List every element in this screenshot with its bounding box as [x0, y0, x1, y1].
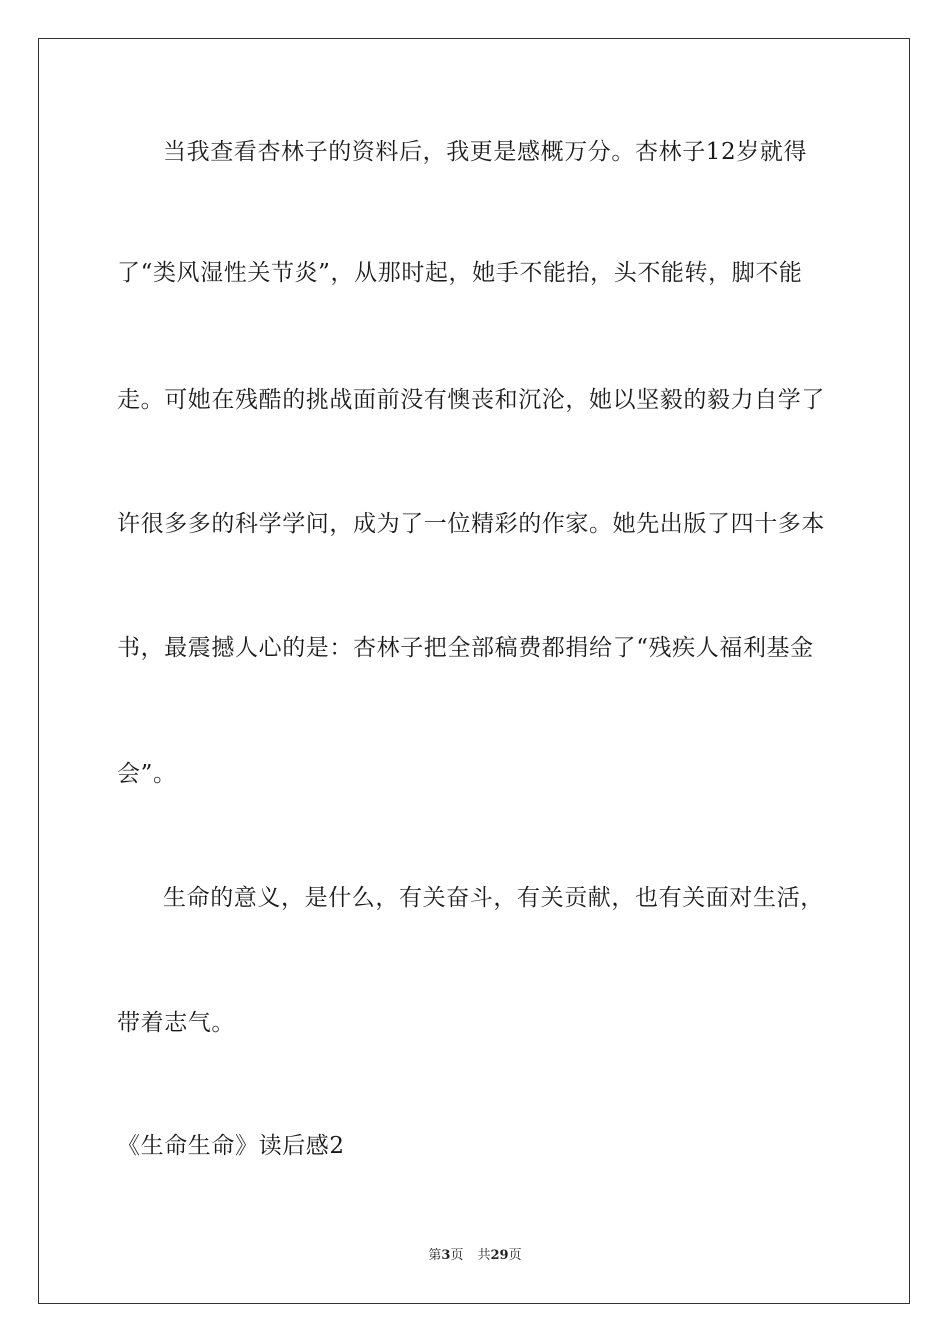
- body-line-6: 会”。: [117, 761, 177, 787]
- body-line-3: 走。可她在残酷的挑战面前没有懊丧和沉沦，她以坚毅的毅力自学了: [117, 387, 825, 413]
- page-frame: [38, 38, 910, 1304]
- body-line-7: 生命的意义，是什么，有关奋斗，有关贡献，也有关面对生活，: [163, 885, 824, 911]
- total-suffix: 页: [508, 1248, 522, 1263]
- section-heading: 《生命生命》读后感2: [117, 1133, 345, 1159]
- page-suffix: 页: [450, 1248, 464, 1263]
- total-pages: 29: [490, 1248, 509, 1263]
- body-line-8: 带着志气。: [117, 1010, 235, 1036]
- page-number: 3: [441, 1248, 451, 1263]
- body-line-1: 当我查看杏林子的资料后，我更是感概万分。杏林子12岁就得: [163, 139, 808, 165]
- body-line-4: 许很多多的科学学问，成为了一位精彩的作家。她先出版了四十多本: [117, 511, 825, 537]
- body-line-2: 了“类风湿性关节炎”，从那时起，她手不能抬，头不能转，脚不能: [117, 260, 803, 286]
- body-line-5: 书，最震撼人心的是：杏林子把全部稿费都捐给了“残疾人福利基金: [117, 635, 814, 661]
- page-footer: [0, 1248, 950, 1264]
- page-prefix: 第: [428, 1248, 442, 1263]
- total-prefix: 共: [477, 1248, 491, 1263]
